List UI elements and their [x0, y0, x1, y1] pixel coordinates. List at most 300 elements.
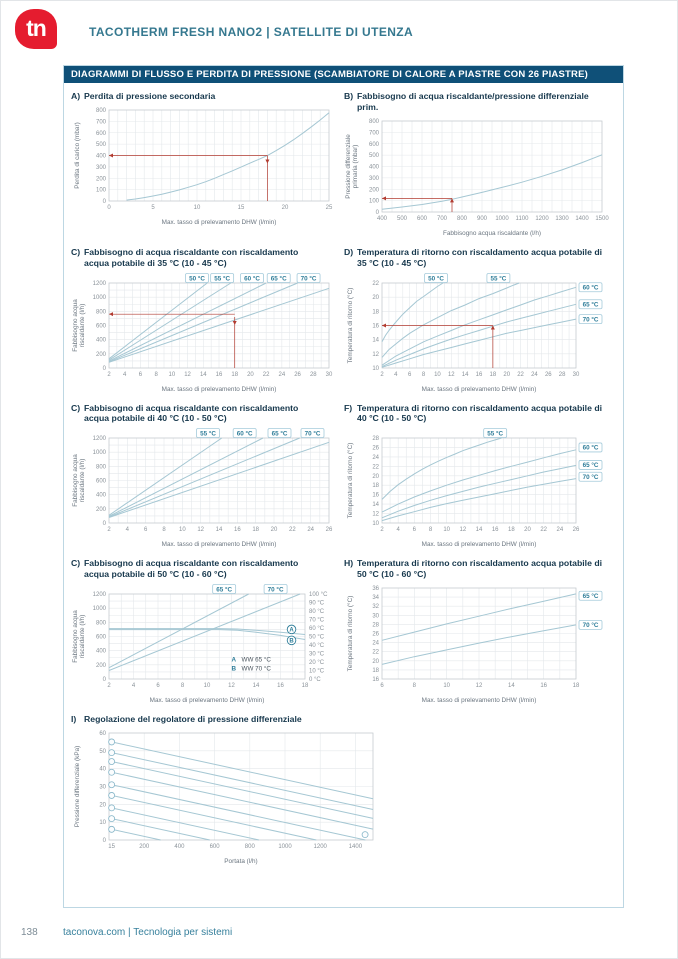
series-secondary-pressure-loss — [127, 113, 329, 200]
svg-text:1200: 1200 — [313, 843, 327, 850]
svg-text:10: 10 — [168, 371, 176, 378]
svg-text:12: 12 — [372, 351, 379, 358]
svg-text:26: 26 — [372, 445, 379, 452]
setting-marker-icon — [109, 792, 115, 798]
logo-text: tn — [26, 14, 46, 41]
svg-text:10: 10 — [99, 820, 106, 827]
svg-text:34: 34 — [372, 595, 379, 602]
svg-text:Max. tasso di prelevamento DHW: Max. tasso di prelevamento DHW (l/min) — [421, 541, 537, 549]
svg-text:1000: 1000 — [92, 450, 106, 457]
series-label-flow-60C — [241, 273, 264, 282]
svg-text:26: 26 — [294, 371, 301, 378]
svg-text:70 °C: 70 °C — [582, 315, 599, 323]
chart-heading-marker: C) — [71, 246, 81, 257]
chart-canvas-B — [344, 114, 612, 238]
svg-text:600: 600 — [95, 130, 106, 137]
series-label-return-70C — [579, 472, 602, 481]
svg-text:20: 20 — [372, 658, 379, 665]
svg-text:60 °C: 60 °C — [582, 284, 599, 292]
svg-text:65 °C: 65 °C — [582, 301, 599, 309]
svg-text:5: 5 — [151, 204, 155, 211]
svg-text:Max. tasso di prelevamento DHW: Max. tasso di prelevamento DHW (l/min) — [421, 385, 537, 393]
series-flow-50C — [109, 283, 207, 359]
setting-marker-icon — [109, 805, 115, 811]
svg-text:70 °C: 70 °C — [582, 474, 599, 482]
chart-canvas-C35 — [71, 270, 339, 394]
svg-text:Max. tasso di prelevamento DHW: Max. tasso di prelevamento DHW (l/min) — [421, 697, 537, 704]
svg-text:6: 6 — [138, 371, 143, 378]
svg-text:55 °C: 55 °C — [490, 274, 507, 282]
svg-text:100: 100 — [95, 187, 106, 194]
svg-text:80 °C: 80 °C — [309, 609, 325, 615]
svg-text:16: 16 — [491, 527, 499, 534]
setting-marker-icon — [109, 769, 115, 775]
svg-text:900: 900 — [476, 215, 488, 222]
svg-text:4: 4 — [394, 371, 398, 378]
chart-heading-marker: B) — [344, 91, 354, 101]
chart-block-C50 — [71, 556, 344, 705]
svg-text:18: 18 — [372, 308, 379, 315]
svg-text:16: 16 — [277, 683, 284, 689]
svg-text:20 °C: 20 °C — [309, 660, 325, 666]
svg-text:30 °C: 30 °C — [309, 651, 325, 658]
svg-text:70 °C: 70 °C — [304, 430, 321, 438]
svg-text:14: 14 — [199, 371, 207, 378]
svg-text:1400: 1400 — [575, 215, 589, 222]
svg-text:B: B — [289, 638, 294, 645]
series-label-return-65C — [579, 461, 602, 470]
chart-heading-marker: C) — [71, 558, 81, 569]
svg-text:24: 24 — [307, 527, 315, 534]
svg-text:24: 24 — [372, 640, 379, 647]
svg-text:8: 8 — [412, 683, 417, 689]
series-label-flow-65C — [268, 429, 291, 438]
setting-marker-icon — [109, 758, 115, 764]
svg-text:2: 2 — [380, 527, 384, 534]
svg-text:28: 28 — [372, 436, 379, 443]
axis-ticks — [372, 436, 580, 533]
chart-heading-marker: I) — [71, 714, 77, 724]
svg-text:55 °C: 55 °C — [487, 430, 504, 438]
svg-text:400: 400 — [368, 164, 379, 171]
series-flow-70C — [109, 594, 300, 671]
chart-block-C40 — [71, 401, 344, 550]
chart-row — [71, 89, 619, 245]
svg-text:Temperatura di ritorno (°C): Temperatura di ritorno (°C) — [347, 595, 354, 672]
svg-text:200: 200 — [368, 187, 379, 193]
svg-text:Max. tasso di prelevamento DHW: Max. tasso di prelevamento DHW (l/min) — [161, 385, 277, 393]
svg-text:22: 22 — [288, 527, 296, 534]
svg-text:6: 6 — [380, 683, 384, 689]
svg-text:10: 10 — [434, 371, 441, 378]
series-label-return-70C — [579, 314, 602, 323]
footer-site-link[interactable]: taconova.com — [63, 927, 126, 938]
series-setting-1 — [112, 829, 161, 840]
series-setting-2 — [112, 818, 210, 839]
svg-text:800: 800 — [95, 107, 106, 114]
chart-canvas-I — [71, 726, 383, 866]
svg-text:12: 12 — [447, 371, 455, 378]
svg-text:Fabbisogno acqua riscaldante (: Fabbisogno acqua riscaldante (l/h) — [442, 229, 542, 237]
series-flow-55C — [109, 438, 222, 515]
chart-heading-text: Fabbisogno di acqua riscaldante con riscaldamento acqua potabile di 50 °C (10 - 60 °C) — [84, 558, 299, 580]
svg-text:26: 26 — [572, 527, 580, 534]
svg-text:60 °C: 60 °C — [582, 444, 599, 452]
svg-text:200: 200 — [95, 351, 106, 358]
svg-text:6: 6 — [408, 371, 412, 378]
svg-text:65 °C: 65 °C — [582, 593, 599, 601]
svg-text:0: 0 — [102, 677, 106, 683]
svg-text:1500: 1500 — [595, 215, 609, 222]
svg-text:22: 22 — [262, 371, 270, 378]
svg-text:6: 6 — [143, 527, 148, 534]
svg-text:4: 4 — [131, 683, 136, 689]
svg-text:20: 20 — [372, 294, 379, 301]
svg-text:0: 0 — [102, 365, 106, 372]
svg-text:30: 30 — [99, 784, 106, 791]
svg-text:12: 12 — [228, 683, 235, 689]
svg-text:70 °C: 70 °C — [267, 586, 284, 594]
svg-text:16: 16 — [540, 683, 548, 689]
axis-labels — [74, 122, 276, 226]
svg-text:14: 14 — [215, 527, 223, 534]
svg-text:24: 24 — [278, 371, 286, 378]
chart-heading-C35 — [71, 247, 344, 269]
svg-text:400: 400 — [95, 492, 106, 499]
svg-text:16: 16 — [475, 371, 483, 378]
chart-canvas-C50 — [71, 581, 339, 705]
svg-text:90 °C: 90 °C — [309, 600, 325, 607]
svg-text:Temperatura di ritorno (°C): Temperatura di ritorno (°C) — [347, 287, 354, 363]
svg-text:40 °C: 40 °C — [309, 643, 325, 649]
svg-text:700: 700 — [95, 119, 106, 126]
svg-text:1400: 1400 — [348, 843, 363, 850]
footer-tagline: Tecnologia per sistemi — [133, 927, 233, 938]
series-flow-55C — [109, 283, 231, 360]
svg-text:400: 400 — [376, 215, 388, 222]
svg-text:32: 32 — [372, 604, 379, 611]
series-label-return-55C — [484, 429, 507, 438]
svg-text:55 °C: 55 °C — [200, 430, 216, 438]
svg-text:15: 15 — [108, 843, 115, 850]
series-label-return-65C — [579, 591, 602, 600]
series-label-flow-65C — [267, 273, 290, 282]
svg-text:26: 26 — [544, 371, 552, 378]
svg-text:500: 500 — [95, 142, 106, 148]
svg-text:18: 18 — [572, 683, 580, 689]
svg-text:primaria (mbar): primaria (mbar) — [352, 144, 359, 189]
svg-text:0: 0 — [102, 521, 106, 528]
annotation-line — [233, 317, 237, 368]
series-return-50C — [382, 283, 443, 342]
svg-text:10: 10 — [178, 527, 186, 534]
circled-marker-A — [287, 625, 296, 634]
svg-text:20: 20 — [503, 371, 511, 378]
svg-text:Fabbisogno acqua: Fabbisogno acqua — [72, 298, 79, 352]
chart-heading-text: Fabbisogno di acqua riscaldante con riscaldamento acqua potabile di 40 °C (10 - 50 °C) — [84, 402, 299, 424]
svg-text:14: 14 — [372, 337, 379, 344]
svg-text:8: 8 — [180, 683, 185, 689]
svg-text:20: 20 — [281, 204, 289, 211]
svg-text:16: 16 — [372, 677, 379, 683]
svg-text:60 °C: 60 °C — [244, 274, 260, 282]
svg-text:55 °C: 55 °C — [214, 274, 231, 282]
chart-block-C35 — [71, 245, 344, 394]
svg-text:8: 8 — [421, 371, 426, 378]
svg-text:16: 16 — [372, 323, 379, 329]
svg-text:14: 14 — [507, 683, 515, 689]
svg-text:28: 28 — [558, 371, 566, 378]
svg-text:20: 20 — [99, 802, 106, 809]
svg-text:800: 800 — [368, 118, 379, 125]
svg-text:200: 200 — [95, 176, 106, 183]
svg-text:500: 500 — [396, 215, 408, 222]
svg-text:4: 4 — [125, 527, 130, 534]
series-label-return-50C — [425, 273, 448, 282]
svg-text:15: 15 — [237, 204, 245, 211]
svg-text:1200: 1200 — [92, 280, 106, 287]
chart-heading-B — [344, 91, 617, 113]
svg-text:400: 400 — [174, 843, 185, 850]
svg-text:14: 14 — [372, 502, 379, 509]
svg-text:6: 6 — [412, 527, 417, 534]
chart-block-F — [344, 401, 617, 550]
svg-text:20: 20 — [270, 527, 278, 534]
svg-text:10: 10 — [193, 204, 201, 211]
series-label-return-55C — [487, 273, 510, 282]
svg-text:50 °C: 50 °C — [428, 274, 444, 282]
svg-text:Pressione differenziale: Pressione differenziale — [345, 133, 352, 199]
series-label-flow-50C — [186, 273, 209, 282]
footer-text — [63, 927, 232, 938]
chart-heading-marker: D) — [344, 246, 354, 257]
section-banner: DIAGRAMMI DI FLUSSO E PERDITA DI PRESSIONE (SCAMBIATORE DI CALORE A PIASTRE CON 26 PIASTRE) — [64, 66, 623, 83]
svg-text:24: 24 — [531, 371, 538, 378]
chart-row — [71, 245, 619, 401]
svg-text:36: 36 — [372, 586, 379, 592]
svg-text:riscaldante (l/h): riscaldante (l/h) — [79, 614, 86, 659]
series-setting-5 — [112, 785, 366, 840]
svg-text:22: 22 — [540, 527, 548, 534]
svg-text:100 °C: 100 °C — [309, 592, 328, 598]
gridlines — [382, 588, 576, 679]
svg-text:18: 18 — [301, 683, 309, 689]
gridlines — [109, 594, 305, 679]
svg-text:WW 65 °C: WW 65 °C — [241, 656, 271, 664]
svg-text:30: 30 — [325, 371, 333, 378]
svg-text:26: 26 — [372, 631, 379, 638]
svg-text:1300: 1300 — [555, 215, 569, 222]
chart-heading-D — [344, 247, 617, 269]
svg-text:50: 50 — [99, 748, 106, 755]
chart-heading-C40 — [71, 403, 344, 425]
svg-text:Perdita di carico (mbar): Perdita di carico (mbar) — [74, 122, 81, 189]
setting-marker-icon — [109, 739, 115, 745]
svg-text:600: 600 — [209, 843, 220, 850]
svg-text:800: 800 — [95, 464, 106, 471]
svg-text:600: 600 — [95, 323, 106, 329]
svg-text:600: 600 — [416, 215, 428, 222]
svg-text:18: 18 — [489, 371, 497, 378]
series-label-flow-65C — [213, 585, 236, 594]
axis-ticks — [93, 281, 333, 378]
svg-text:60 °C: 60 °C — [236, 430, 253, 438]
content-box — [63, 65, 624, 908]
series-label-flow-70C — [297, 273, 320, 282]
svg-text:65 °C: 65 °C — [271, 430, 288, 438]
svg-text:1000: 1000 — [278, 843, 292, 850]
svg-text:1000: 1000 — [92, 294, 106, 301]
svg-text:16: 16 — [372, 492, 379, 499]
chart-grid — [64, 83, 623, 873]
svg-text:A: A — [289, 627, 294, 634]
setting-marker-icon — [109, 782, 115, 788]
svg-text:22: 22 — [372, 464, 379, 471]
svg-text:16: 16 — [215, 371, 223, 378]
series-label-return-60C — [579, 443, 602, 452]
svg-text:2: 2 — [380, 371, 384, 378]
svg-text:10: 10 — [443, 683, 451, 689]
svg-text:30: 30 — [572, 371, 580, 378]
series-setting-4 — [112, 795, 317, 840]
series-label-flow-55C — [197, 429, 220, 438]
svg-text:100: 100 — [368, 198, 379, 205]
svg-text:400: 400 — [95, 648, 106, 655]
svg-text:18: 18 — [372, 483, 379, 490]
chart-heading-text: Temperatura di ritorno con riscaldamento acqua potabile di 50 °C (10 - 60 °C) — [357, 558, 603, 580]
svg-text:0: 0 — [107, 204, 111, 211]
svg-text:26: 26 — [325, 527, 333, 534]
svg-text:A: A — [231, 656, 237, 664]
svg-text:60: 60 — [99, 730, 106, 737]
chart-canvas-H — [344, 581, 612, 705]
chart-block-I — [71, 712, 619, 866]
svg-text:12: 12 — [184, 371, 191, 378]
svg-text:60 °C: 60 °C — [309, 626, 325, 632]
page-number: 138 — [21, 927, 38, 938]
svg-text:0: 0 — [375, 209, 379, 216]
series-label-flow-70C — [301, 429, 324, 438]
series-label-flow-55C — [211, 273, 234, 282]
chart-heading-I — [71, 714, 619, 725]
setting-marker-icon — [362, 832, 368, 838]
chart-heading-marker: C) — [71, 402, 81, 413]
svg-text:2: 2 — [107, 683, 111, 689]
svg-text:300: 300 — [368, 175, 379, 182]
svg-text:Max. tasso di prelevamento DHW: Max. tasso di prelevamento DHW (l/min) — [161, 541, 277, 549]
svg-text:400: 400 — [95, 337, 106, 344]
svg-text:10: 10 — [372, 365, 379, 372]
svg-text:14: 14 — [475, 527, 483, 534]
footer-separator: | — [128, 927, 131, 938]
chart-heading-text: Temperatura di ritorno con riscaldamento acqua potabile di 40 °C (10 - 50 °C) — [357, 402, 603, 424]
svg-text:300: 300 — [95, 164, 106, 171]
chart-canvas-D — [344, 270, 612, 394]
svg-text:Fabbisogno acqua: Fabbisogno acqua — [72, 454, 79, 508]
chart-heading-marker: H) — [344, 558, 354, 569]
chart-heading-A — [71, 91, 344, 102]
svg-text:18: 18 — [507, 527, 515, 534]
svg-text:800: 800 — [95, 620, 106, 627]
chart-heading-F — [344, 403, 617, 425]
svg-text:65 °C: 65 °C — [216, 586, 233, 594]
svg-text:6: 6 — [156, 683, 160, 689]
svg-text:800: 800 — [95, 308, 106, 315]
svg-text:200: 200 — [139, 843, 150, 850]
series-flow-60C — [109, 438, 263, 516]
svg-text:25: 25 — [325, 204, 333, 211]
chart-canvas-C40 — [71, 425, 339, 549]
chart-heading-marker: F) — [344, 402, 353, 413]
chart-heading-marker: A) — [71, 91, 81, 101]
chart-block-A — [71, 89, 344, 238]
svg-text:30: 30 — [372, 613, 379, 620]
svg-text:Pressione differenziale (kPa): Pressione differenziale (kPa) — [74, 745, 81, 828]
svg-text:1000: 1000 — [495, 215, 509, 222]
svg-text:18: 18 — [231, 371, 239, 378]
svg-text:2: 2 — [107, 527, 111, 534]
svg-text:40: 40 — [99, 766, 106, 773]
svg-text:4: 4 — [396, 527, 400, 534]
svg-text:20: 20 — [372, 474, 379, 481]
svg-text:14: 14 — [252, 683, 260, 689]
svg-text:14: 14 — [461, 371, 469, 378]
svg-text:0: 0 — [102, 837, 106, 844]
svg-text:2: 2 — [107, 371, 111, 378]
annotation-line — [382, 196, 452, 200]
svg-text:28: 28 — [309, 371, 317, 378]
chart-heading-text: Fabbisogno di acqua riscaldante con riscaldamento acqua potabile di 35 °C (10 - 45 °C) — [84, 246, 299, 268]
axis-ticks — [372, 586, 580, 689]
svg-text:Portata (l/h): Portata (l/h) — [224, 857, 258, 865]
chart-canvas-A — [71, 103, 339, 227]
chart-row — [71, 401, 619, 557]
chart-heading-text: Temperatura di ritorno con riscaldamento acqua potabile di 35 °C (10 - 45 °C) — [357, 246, 603, 268]
svg-text:8: 8 — [428, 527, 433, 534]
gridlines — [109, 438, 329, 523]
series-flow-65C — [109, 594, 249, 668]
svg-text:200: 200 — [95, 507, 106, 514]
svg-text:70 °C: 70 °C — [300, 274, 317, 282]
svg-text:700: 700 — [436, 215, 448, 222]
svg-text:500: 500 — [368, 152, 379, 159]
svg-text:22: 22 — [372, 280, 379, 287]
chart-row — [71, 712, 619, 873]
svg-text:B: B — [231, 665, 237, 673]
svg-text:1200: 1200 — [92, 592, 106, 598]
svg-text:22: 22 — [372, 649, 379, 656]
svg-text:0 °C: 0 °C — [309, 677, 321, 683]
setting-marker-icon — [109, 815, 115, 821]
svg-text:WW 70 °C: WW 70 °C — [241, 665, 271, 673]
series-label-return-65C — [579, 299, 602, 308]
svg-text:70 °C: 70 °C — [309, 617, 325, 624]
series-label-flow-70C — [264, 585, 287, 594]
chart-heading-text: Regolazione del regolatore di pressione differenziale — [84, 714, 302, 724]
svg-text:20: 20 — [247, 371, 254, 378]
chart-block-D — [344, 245, 617, 394]
svg-text:10 °C: 10 °C — [309, 668, 325, 675]
svg-text:Fabbisogno acqua: Fabbisogno acqua — [72, 610, 79, 663]
svg-text:18: 18 — [372, 667, 379, 674]
svg-text:70 °C: 70 °C — [582, 622, 599, 630]
svg-text:600: 600 — [95, 478, 106, 485]
gridlines — [382, 438, 576, 523]
svg-text:Max. tasso di prelevamento DHW: Max. tasso di prelevamento DHW (l/min) — [161, 218, 277, 226]
svg-text:Max. tasso di prelevamento DHW: Max. tasso di prelevamento DHW (l/min) — [149, 697, 265, 704]
svg-text:riscaldante (l/h): riscaldante (l/h) — [79, 303, 86, 347]
series-group — [127, 113, 329, 200]
